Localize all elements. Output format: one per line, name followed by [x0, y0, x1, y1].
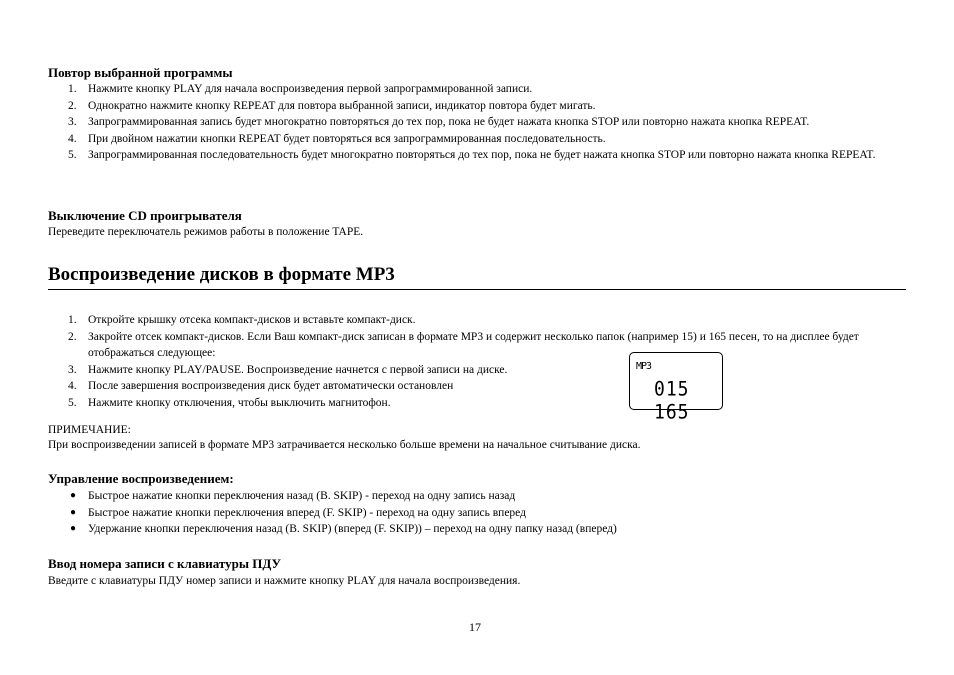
mp3-section-title: Воспроизведение дисков в формате MP3	[48, 264, 906, 290]
note-label: ПРИМЕЧАНИЕ:	[48, 424, 131, 436]
list-item	[48, 114, 908, 131]
lcd-display-illustration	[629, 352, 723, 425]
lcd-folder-track-readout: 015 165	[654, 377, 690, 425]
list-item	[48, 312, 908, 329]
list-item	[48, 395, 908, 412]
remote-entry-heading: Ввод номера записи с клавиатуры ПДУ	[48, 556, 282, 571]
lcd-mode-indicator: MP3	[636, 361, 652, 372]
item-text: Нажмите кнопку отключения, чтобы выключить магнитофон.	[88, 396, 391, 409]
list-item	[48, 505, 908, 522]
item-text: Нажмите кнопку PLAY/PAUSE. Воспроизведение начнется с первой записи на диске.	[88, 363, 508, 376]
list-item	[48, 147, 908, 164]
item-number: 2.	[68, 330, 77, 343]
list-item	[48, 488, 908, 505]
note-text: При воспроизведении записей в формате MP3 затрачивается несколько больше времени на начальное считывание диска.	[48, 439, 641, 451]
item-number: 1.	[68, 83, 77, 95]
mp3-steps	[48, 312, 908, 411]
list-item	[48, 521, 908, 538]
list-item	[48, 362, 908, 379]
item-text: Нажмите кнопку PLAY для начала воспроизведения первой запрограммированной записи.	[88, 83, 533, 95]
item-text: Откройте крышку отсека компакт-дисков и вставьте компакт-диск.	[88, 314, 416, 326]
list-item	[48, 378, 908, 395]
remote-entry-text: Введите с клавиатуры ПДУ номер записи и нажмите кнопку PLAY для начала воспроизведения.	[48, 575, 521, 587]
item-text: Запрограммированная запись будет многократно повторяться до тех пор, пока не будет нажата кнопка STOP или повторно нажата кнопка REPEAT.	[88, 116, 810, 128]
bullet-icon: ●	[70, 506, 77, 518]
item-number: 5.	[68, 149, 77, 161]
bullet-icon: ●	[70, 523, 77, 534]
item-text: Однократно нажмите кнопку REPEAT для повтора выбранной записи, индикатор повтора будет мигать.	[88, 99, 596, 112]
item-text: После завершения воспроизведения диск будет автоматически остановлен	[88, 380, 454, 392]
list-item	[48, 329, 908, 362]
item-text: Закройте отсек компакт-дисков. Если Ваш компакт-диск записан в формате MP3 и содержит несколько папок (например 15) и 165 песен, то на дисплее будет отображаться следующее:	[88, 330, 859, 359]
item-text: Быстрое нажатие кнопки переключения вперед (F. SKIP) - переход на одну запись вперед	[88, 506, 526, 519]
item-number: 4.	[68, 132, 77, 145]
item-text: При двойном нажатии кнопки REPEAT будет повторяться вся запрограммированная последовательность.	[88, 132, 606, 145]
playback-control-heading: Управление воспроизведением:	[48, 471, 234, 486]
list-item	[48, 98, 908, 115]
item-number: 1.	[68, 314, 77, 326]
item-number: 2.	[68, 99, 77, 112]
cd-off-text: Переведите переключатель режимов работы в положение TAPE.	[48, 226, 364, 238]
item-text: Удержание кнопки переключения назад (B. SKIP) (вперед (F. SKIP)) – переход на одну папку назад (вперед)	[88, 523, 617, 535]
cd-off-heading: Выключение CD проигрывателя	[48, 208, 242, 223]
item-text: Быстрое нажатие кнопки переключения назад (B. SKIP) - переход на одну запись назад	[88, 490, 516, 502]
playback-control-list	[48, 488, 908, 538]
list-item	[48, 131, 908, 148]
list-item	[48, 81, 908, 98]
item-number: 5.	[68, 396, 77, 409]
page-number: 17	[469, 620, 481, 634]
item-number: 3.	[68, 363, 77, 376]
repeat-program-steps	[48, 81, 908, 164]
repeat-program-heading: Повтор выбранной программы	[48, 65, 233, 80]
bullet-icon: ●	[70, 490, 77, 501]
item-number: 4.	[68, 380, 77, 392]
item-number: 3.	[68, 116, 77, 128]
item-text: Запрограммированная последовательность будет многократно повторяться до тех пор, пока не будет нажата кнопка STOP или повторно нажата кнопка REPEAT.	[88, 149, 876, 161]
